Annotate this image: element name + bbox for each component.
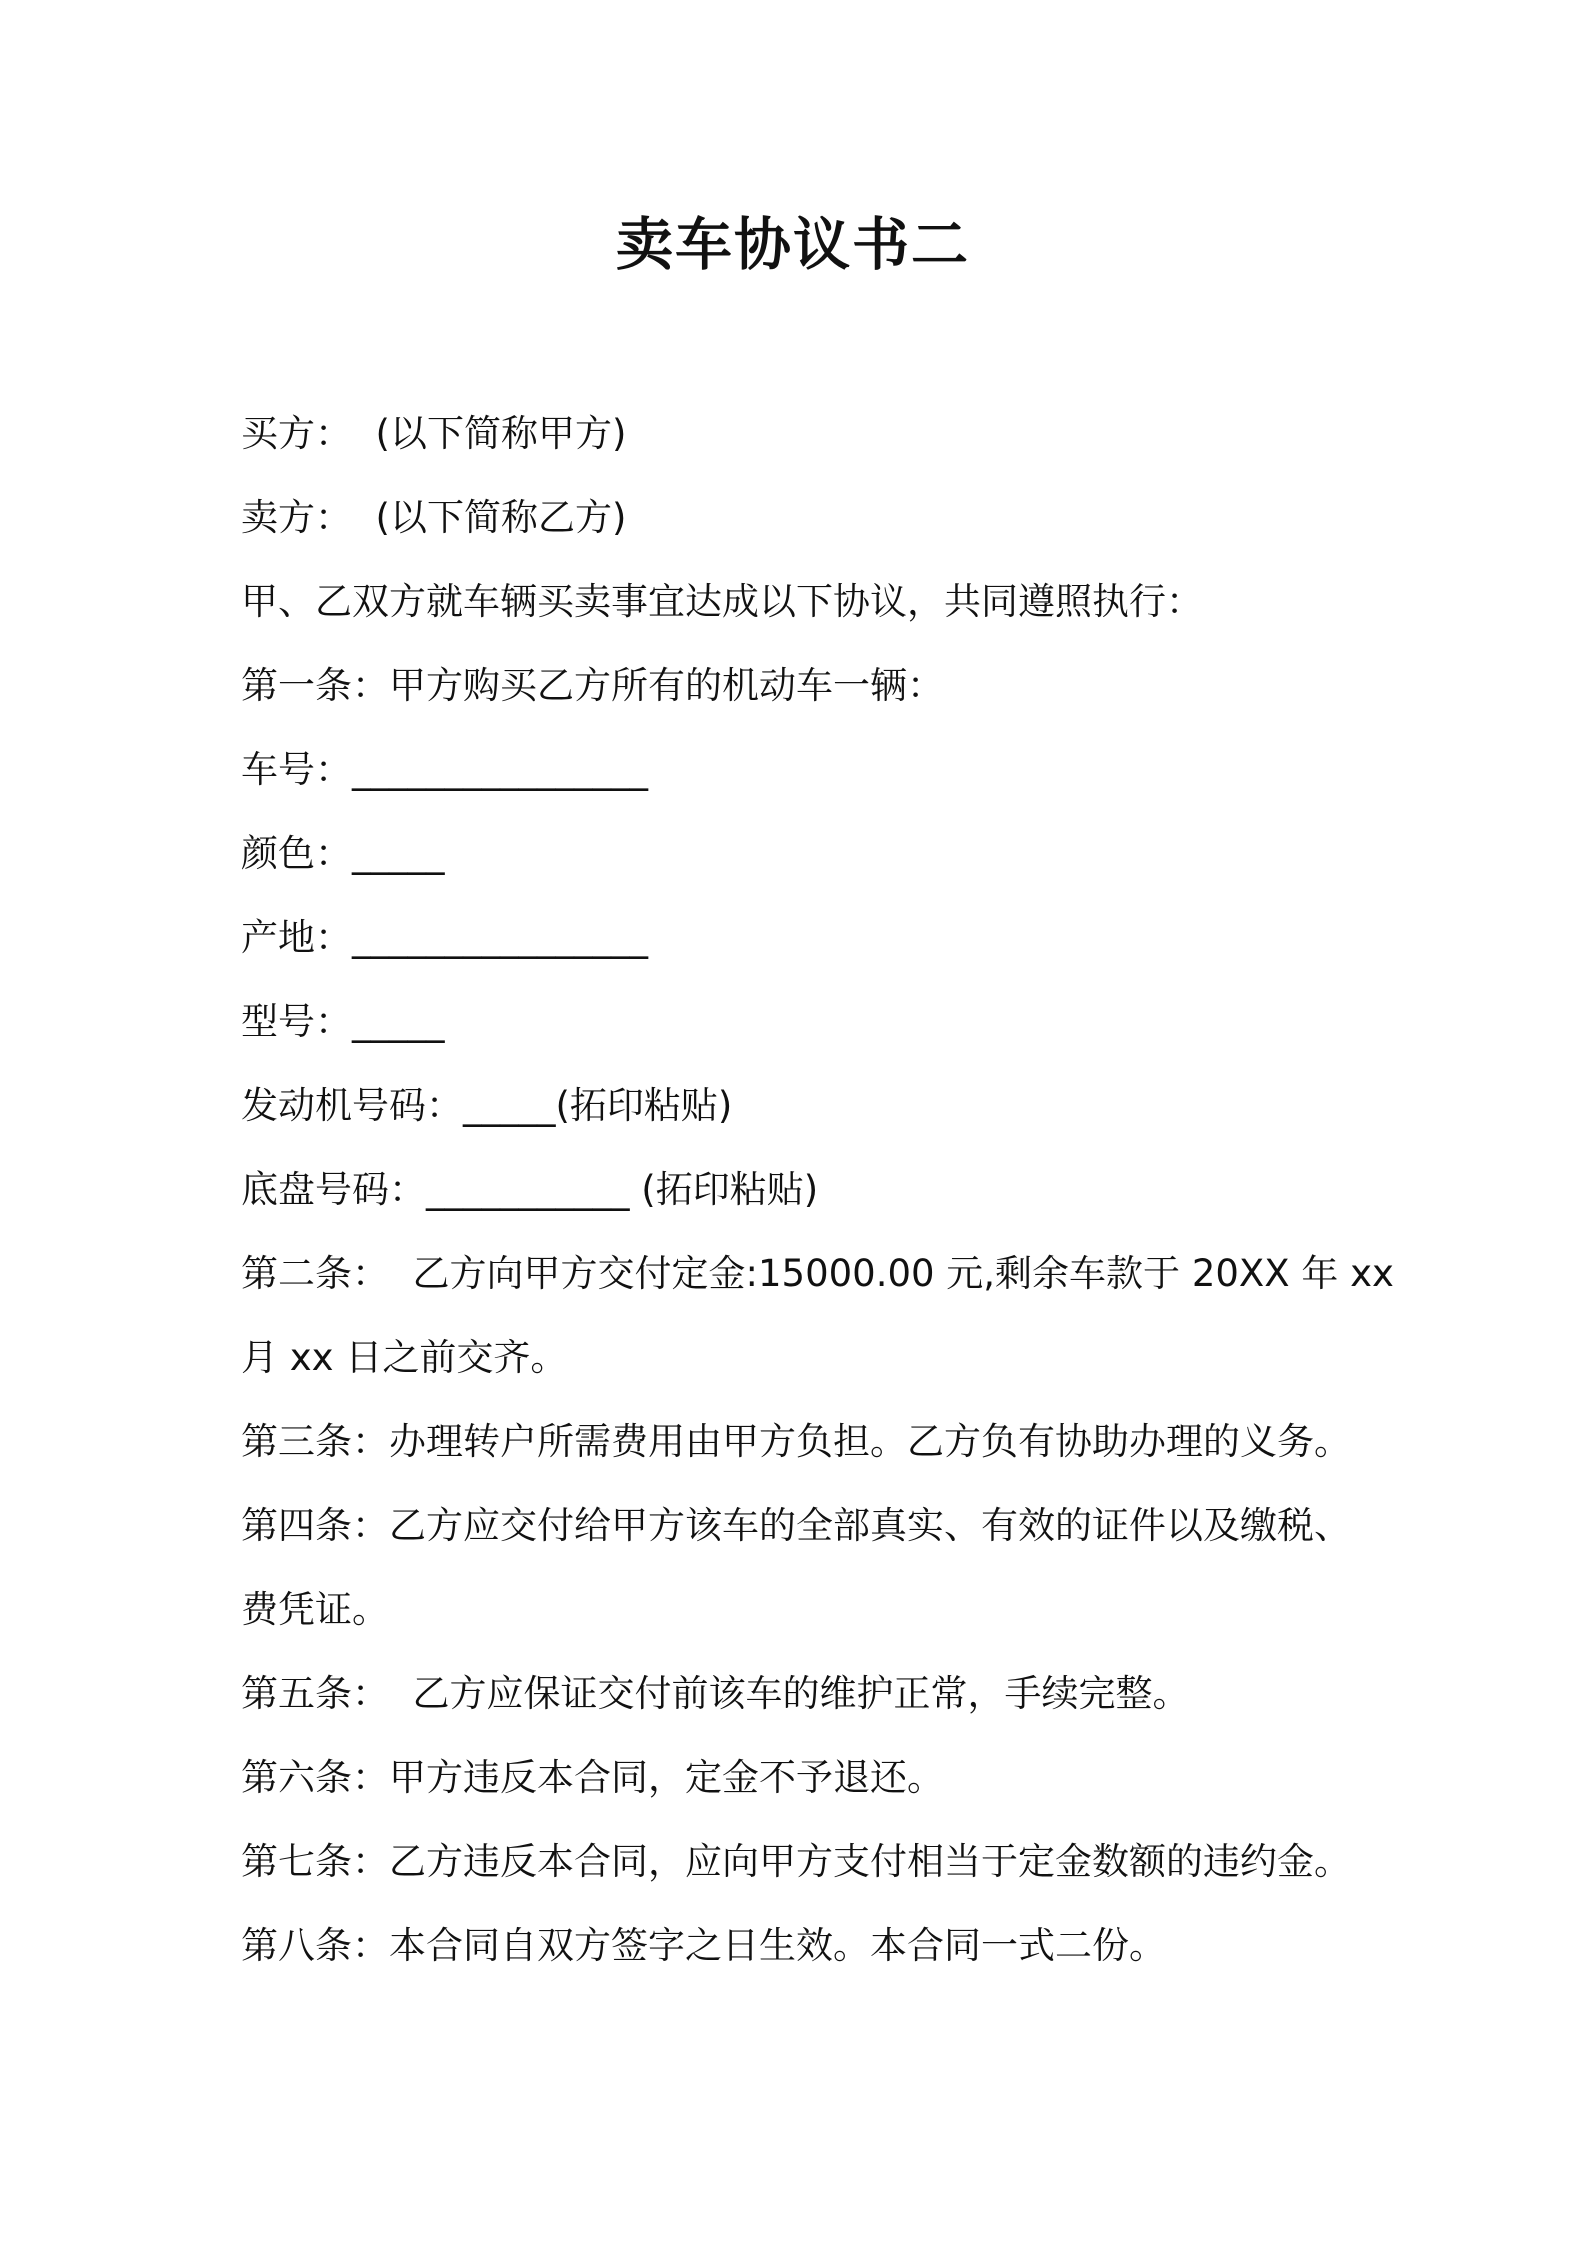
article-1: 第一条：甲方购买乙方所有的机动车一辆：: [241, 664, 944, 707]
seller-line: 卖方： (以下简称乙方): [241, 496, 627, 539]
field-chassis-number: 底盘号码：___________ (拓印粘贴): [241, 1168, 819, 1211]
article-2: 第二条： 乙方向甲方交付定金:15000.00 元,剩余车款于 20XX 年 xx: [241, 1252, 1394, 1295]
article-3: 第三条：办理转户所需费用由甲方负担。乙方负有协助办理的义务。: [241, 1420, 1351, 1463]
buyer-line: 买方： (以下简称甲方): [241, 412, 627, 455]
article-4: 第四条：乙方应交付给甲方该车的全部真实、有效的证件以及缴税、: [241, 1504, 1351, 1547]
agreement-intro: 甲、乙双方就车辆买卖事宜达成以下协议，共同遵照执行：: [241, 580, 1203, 623]
field-engine-number: 发动机号码：_____(拓印粘贴): [241, 1084, 733, 1127]
field-plate-number: 车号：________________: [241, 748, 648, 791]
field-origin: 产地：________________: [241, 916, 648, 959]
article-7: 第七条：乙方违反本合同，应向甲方支付相当于定金数额的违约金。: [241, 1840, 1351, 1883]
article-6: 第六条：甲方违反本合同，定金不予退还。: [241, 1756, 944, 1799]
article-8: 第八条：本合同自双方签字之日生效。本合同一式二份。: [241, 1924, 1166, 1967]
article-5: 第五条： 乙方应保证交付前该车的维护正常，手续完整。: [241, 1672, 1190, 1715]
article-4-continued: 费凭证。: [241, 1588, 389, 1631]
article-2-continued: 月 xx 日之前交齐。: [241, 1336, 568, 1379]
document-title: 卖车协议书二: [616, 212, 970, 278]
field-model: 型号：_____: [241, 1000, 445, 1043]
field-color: 颜色：_____: [241, 832, 445, 875]
